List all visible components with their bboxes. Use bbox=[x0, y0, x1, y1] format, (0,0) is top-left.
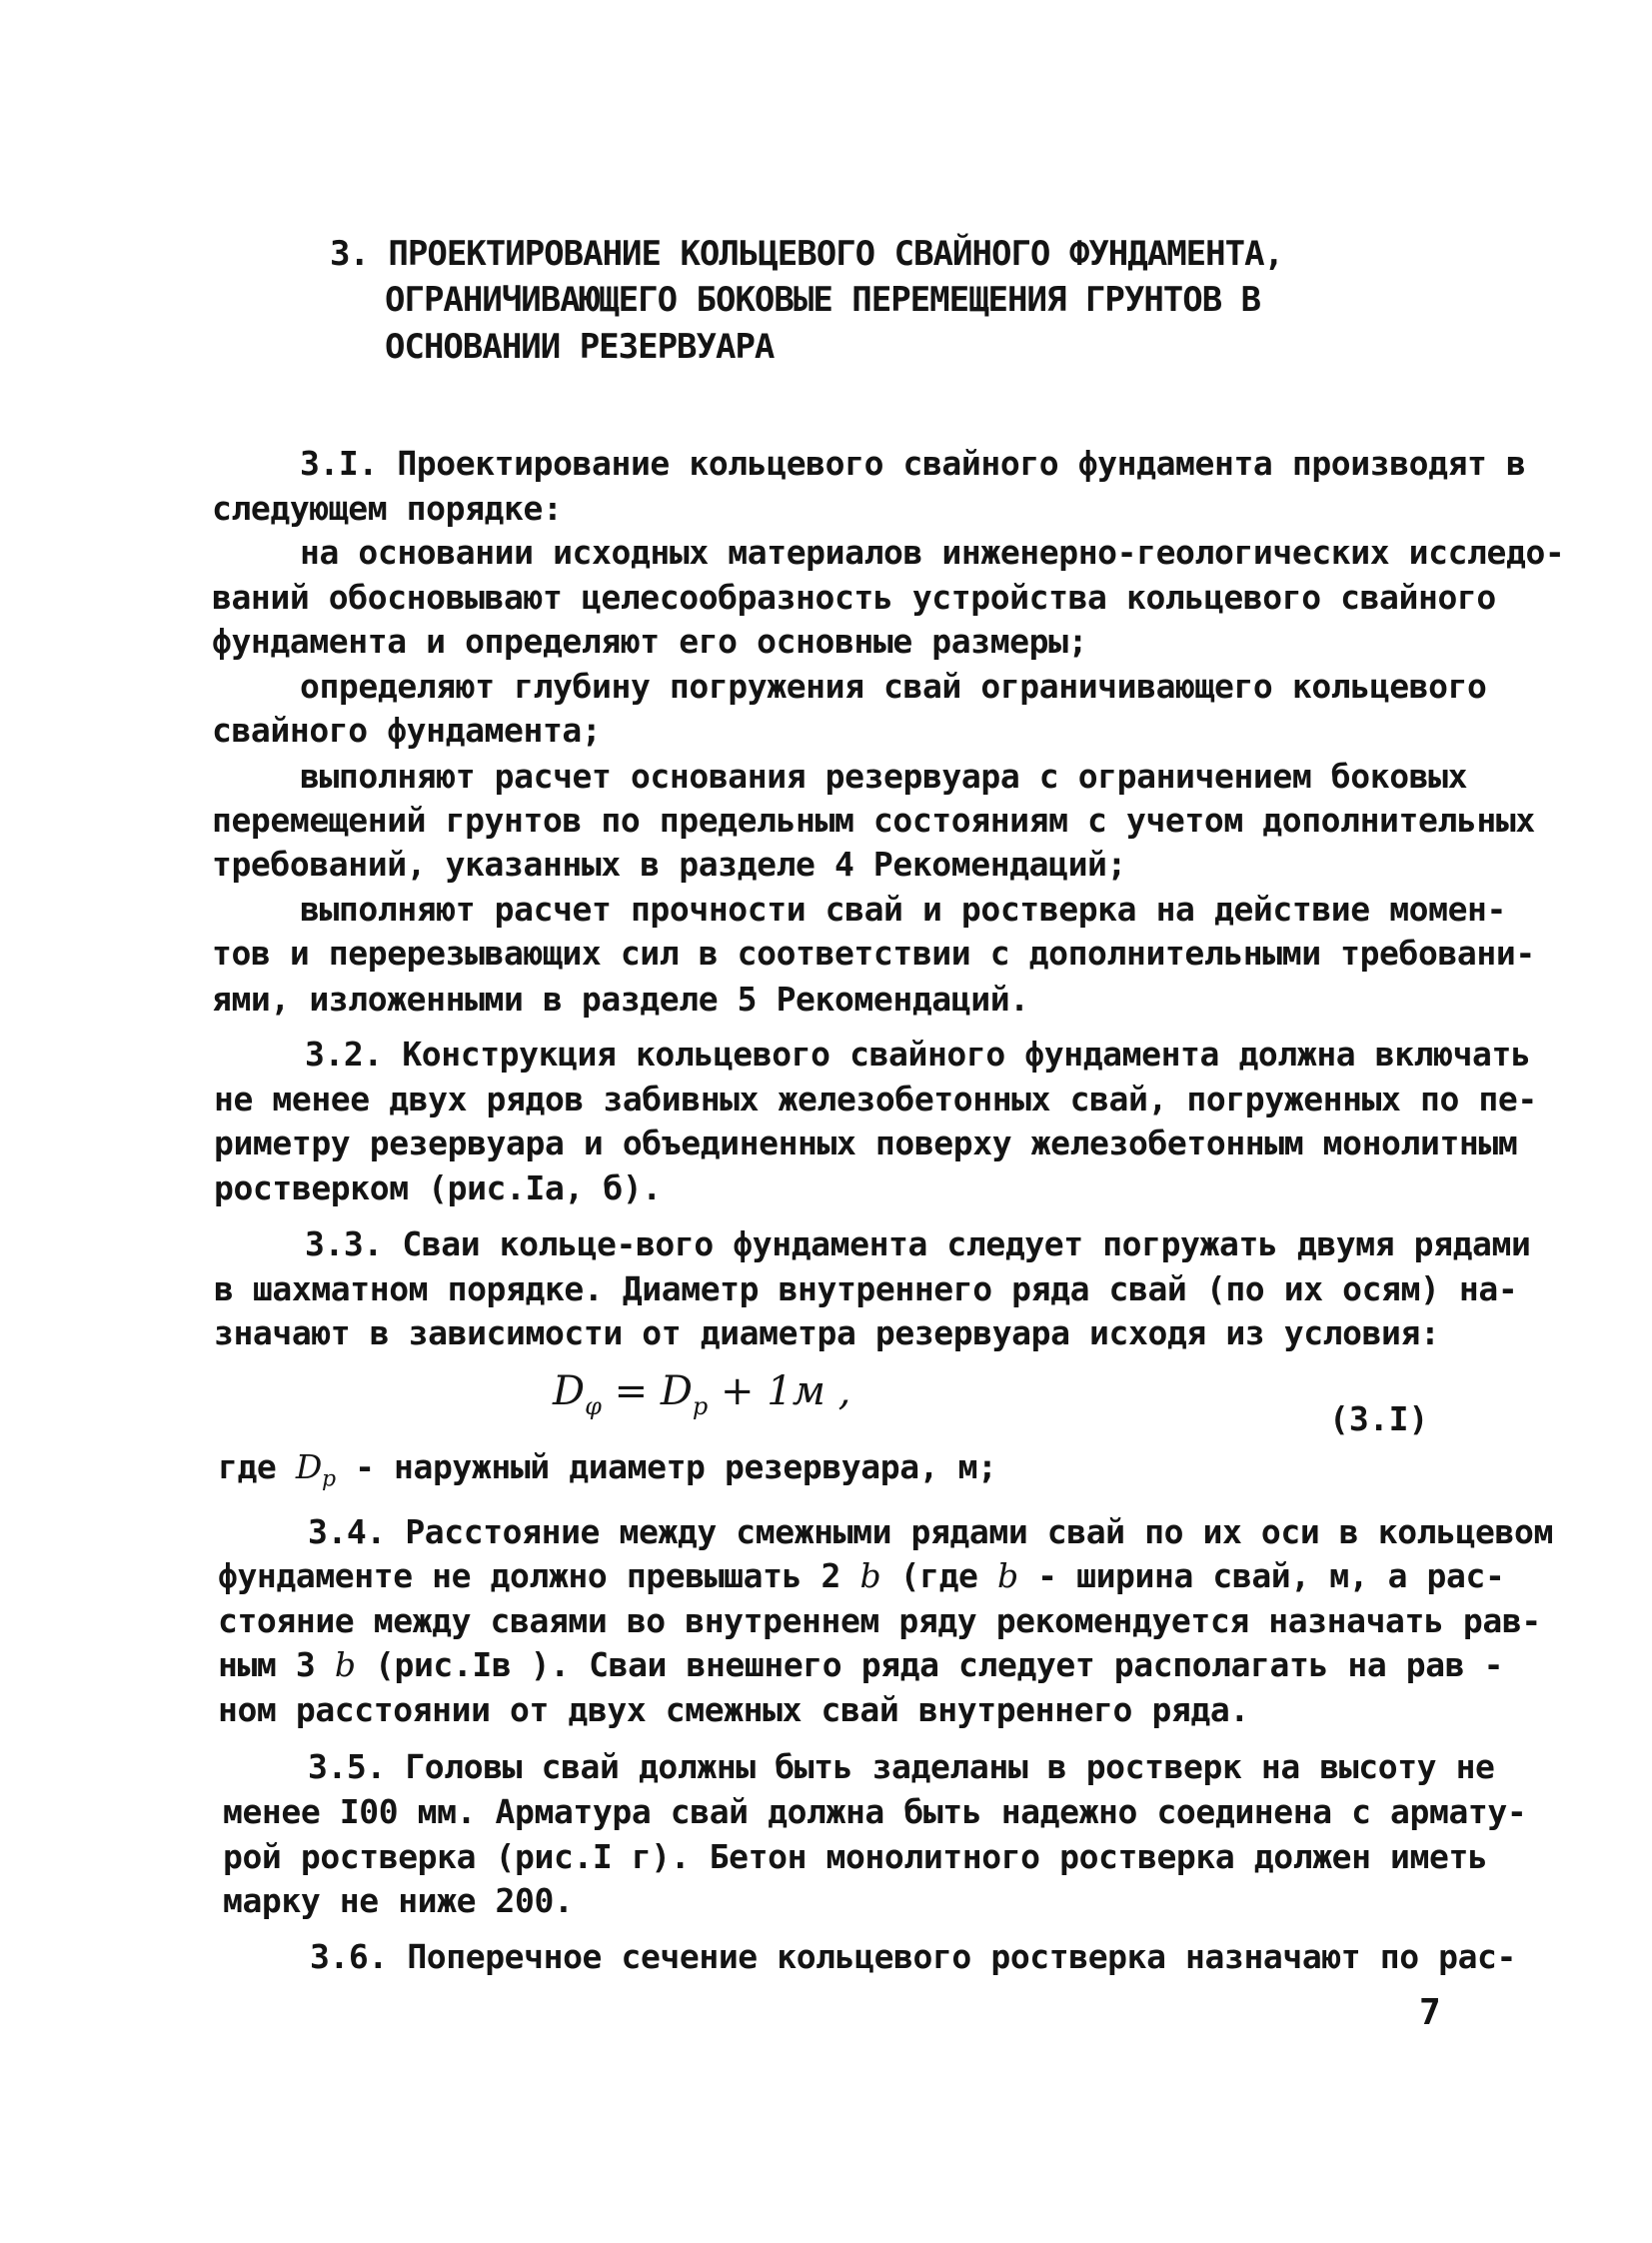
where-line bbox=[218, 1447, 997, 1500]
text-segment: (где bbox=[880, 1556, 997, 1595]
width-symbol: b bbox=[996, 1556, 1018, 1595]
text-line: ростверком (рис.Iа, б). bbox=[214, 1168, 662, 1207]
formula-operator: = bbox=[601, 1368, 661, 1414]
text-line: требований, указанных в разделе 4 Рекомендаций; bbox=[212, 845, 1126, 884]
text-line: 3.3. Сваи кольце-вого фундамента следует погружать двумя рядами bbox=[305, 1224, 1531, 1263]
where-prefix: где bbox=[218, 1447, 296, 1486]
text-line bbox=[218, 1645, 1503, 1685]
text-line: риметру резервуара и объединенных поверху железобетонным монолитным bbox=[214, 1123, 1518, 1162]
text-line: значают в зависимости от диаметра резервуара исходя из условия: bbox=[214, 1313, 1440, 1352]
formula-subscript: φ bbox=[585, 1392, 602, 1420]
text-line: выполняют расчет прочности свай и ростверка на действие момен- bbox=[300, 890, 1506, 929]
formula-subscript: p bbox=[692, 1392, 709, 1420]
text-segment: - ширина свай, м, а рас- bbox=[1017, 1556, 1505, 1595]
width-symbol: b bbox=[334, 1645, 356, 1684]
formula-3-1 bbox=[553, 1367, 850, 1430]
text-line: следующем порядке: bbox=[212, 489, 563, 528]
text-line: стояние между сваями во внутреннем ряду рекомендуется назначать рав- bbox=[218, 1601, 1541, 1640]
where-subscript: р bbox=[321, 1466, 336, 1492]
text-line bbox=[218, 1556, 1504, 1596]
formula-symbol: D bbox=[553, 1368, 586, 1414]
text-line: в шахматном порядке. Диаметр внутреннего ряда свай (по их осям) на- bbox=[214, 1269, 1518, 1308]
text-line: на основании исходных материалов инженерно-геологических исследо- bbox=[300, 533, 1565, 572]
text-line: 3.6. Поперечное сечение кольцевого ростверка назначают по рас- bbox=[310, 1937, 1516, 1976]
width-symbol: b bbox=[859, 1556, 881, 1595]
text-line: 3.5. Головы свай должны быть заделаны в ростверк на высоту не bbox=[308, 1747, 1495, 1786]
text-line: выполняют расчет основания резервуара с ограничением боковых bbox=[300, 757, 1468, 796]
text-line: определяют глубину погружения свай ограничивающего кольцевого bbox=[300, 667, 1487, 706]
formula-tail: + 1м , bbox=[708, 1368, 851, 1414]
text-line: фундамента и определяют его основные размеры; bbox=[212, 622, 1088, 661]
text-segment: ным 3 bbox=[218, 1645, 335, 1684]
text-segment: фундаменте не должно превышать 2 bbox=[218, 1556, 860, 1595]
text-line: тов и перерезывающих сил в соответствии с дополнительными требовани- bbox=[212, 934, 1535, 973]
equation-number: (3.I) bbox=[1329, 1399, 1429, 1438]
formula-symbol: D bbox=[660, 1368, 693, 1414]
text-segment: (рис.Iв ). Сваи внешнего ряда следует располагать на рав - bbox=[355, 1645, 1504, 1684]
text-line: рой ростверка (рис.I г). Бетон монолитного ростверка должен иметь bbox=[223, 1837, 1488, 1876]
text-line: 3.4. Расстояние между смежными рядами свай по их оси в кольцевом bbox=[308, 1512, 1553, 1551]
text-line: 3.2. Конструкция кольцевого свайного фундамента должна включать bbox=[305, 1035, 1531, 1074]
heading-line-3: ОСНОВАНИИ РЕЗЕРВУАРА bbox=[385, 327, 775, 367]
text-line: ном расстоянии от двух смежных свай внутреннего ряда. bbox=[218, 1690, 1249, 1729]
text-line: свайного фундамента; bbox=[212, 711, 602, 750]
text-line: ями, изложенными в разделе 5 Рекомендаций. bbox=[212, 980, 1029, 1019]
heading-line-2: ОГРАНИЧИВАЮЩЕГО БОКОВЫЕ ПЕРЕМЕЩЕНИЯ ГРУНТОВ В bbox=[385, 280, 1261, 320]
text-line: не менее двух рядов забивных железобетонных свай, погруженных по пе- bbox=[214, 1080, 1537, 1119]
where-symbol: D bbox=[295, 1447, 322, 1486]
text-line: 3.I. Проектирование кольцевого свайного фундамента производят в bbox=[300, 444, 1526, 483]
heading-line-1: 3. ПРОЕКТИРОВАНИЕ КОЛЬЦЕВОГО СВАЙНОГО ФУНДАМЕНТА, bbox=[330, 234, 1284, 274]
text-line: ваний обосновывают целесообразность устройства кольцевого свайного bbox=[212, 578, 1496, 617]
page-number: 7 bbox=[1419, 1992, 1441, 2033]
text-line: марку не ниже 200. bbox=[223, 1881, 574, 1920]
text-line: менее I00 мм. Арматура свай должна быть надежно соединена с армату- bbox=[223, 1792, 1527, 1831]
where-text: - наружный диаметр резервуара, м; bbox=[335, 1447, 997, 1486]
text-line: перемещений грунтов по предельным состояниям с учетом дополнительных bbox=[212, 801, 1535, 840]
